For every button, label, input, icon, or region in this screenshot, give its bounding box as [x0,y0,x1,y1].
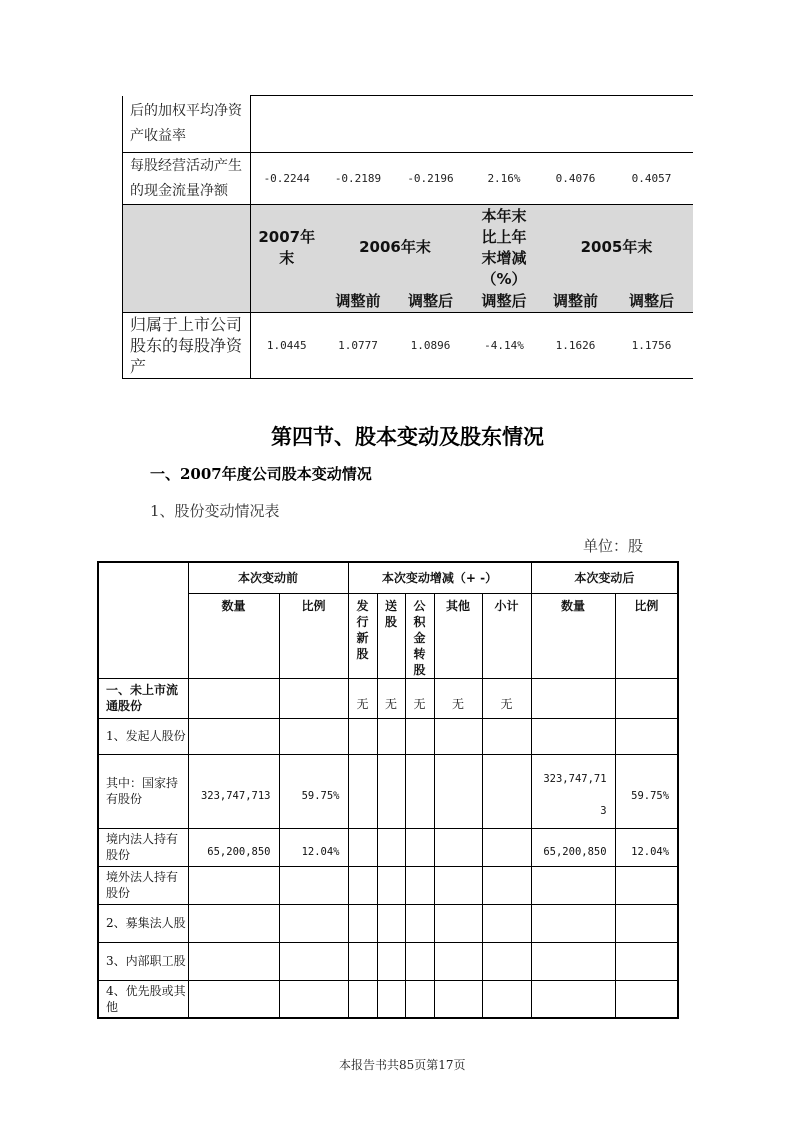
header-new-issue-label: 发行新股 [356,598,369,661]
reserve-cell [405,904,434,942]
row-label-cell [98,718,188,754]
header-2007 [251,205,323,291]
value-cell-2006-after [394,96,468,153]
row-label: 每股经营活动产生的现金流量净额 [130,157,242,199]
after-qty-cell [531,980,615,1018]
value-cell-2006-before: 1.0777 [323,313,394,379]
row-label-cell [98,828,188,866]
after-qty-cell [531,678,615,718]
reserve-cell [405,718,434,754]
other-cell [434,980,482,1018]
row-weighted-roe [123,96,693,153]
share-change-table [97,561,679,1019]
bonus-cell [377,828,405,866]
reserve-cell: 无 [405,678,434,718]
header-change: 本次变动增减（+ -） [348,562,531,593]
header-bonus [377,593,405,678]
row-label: 后的加权平均净资产收益率 [130,102,242,144]
header-reserve-label: 公积金转股 [413,598,426,677]
after-qty-cell [531,866,615,904]
new-issue-cell [348,828,377,866]
before-ratio-cell [279,866,348,904]
value-cell-2006-after: -0.2196 [394,153,468,205]
header-after-ratio: 比例 [615,593,678,678]
value-cell-change [468,96,541,153]
table-row [98,942,678,980]
new-issue-cell [348,980,377,1018]
after-ratio-cell [615,718,678,754]
before-qty-cell: 323,747,713 [188,754,279,828]
header-bonus-label: 送股 [385,598,398,629]
header-change-label: 本年末比上年末增减（%） [481,206,527,288]
subtotal-cell: 无 [482,678,531,718]
after-qty-cell [531,718,615,754]
row-label: 4、优先股或其他 [106,983,186,1014]
header-sub-2006-after: 调整后 [394,291,468,313]
other-cell [434,942,482,980]
bonus-cell [377,980,405,1018]
other-cell [434,828,482,866]
bonus-cell [377,754,405,828]
section-subtitle: 一、2007年度公司股本变动情况 [150,465,372,483]
after-ratio-cell: 12.04% [615,828,678,866]
table-row [98,718,678,754]
before-ratio-cell [279,718,348,754]
bonus-cell [377,942,405,980]
table-row [98,904,678,942]
row-net-assets-per-share [123,313,693,379]
table-caption: 1、股份变动情况表 [150,502,280,520]
other-cell [434,754,482,828]
after-qty-cell: 65,200,850 [531,828,615,866]
header-new-issue [348,593,377,678]
before-qty-cell: 65,200,850 [188,828,279,866]
header-2005: 2005年末 [541,205,693,291]
row-label: 境外法人持有股份 [106,870,179,900]
row-label: 一、未上市流通股份 [106,683,179,713]
value-cell-2005-before: 1.1626 [541,313,611,379]
before-ratio-cell: 59.75% [279,754,348,828]
header-other: 其他 [434,593,482,678]
section-title: 第四节、股本变动及股东情况 [271,424,544,449]
row-operating-cashflow-per-share [123,153,693,205]
row-label-cell [123,96,251,153]
value-cell-2007: -0.2244 [251,153,323,205]
reserve-cell [405,866,434,904]
row-label-cell [98,942,188,980]
value-cell-change: -4.14% [468,313,541,379]
after-ratio-cell [615,678,678,718]
value-cell-2005-after [611,96,693,153]
other-cell [434,866,482,904]
row-label-cell [98,980,188,1018]
row-label-cell [98,866,188,904]
reserve-cell [405,754,434,828]
after-ratio-cell: 59.75% [615,754,678,828]
value-cell-change: 2.16% [468,153,541,205]
header-sub-2005-before: 调整前 [541,291,611,313]
new-issue-cell [348,754,377,828]
subtotal-cell [482,866,531,904]
header-sub-2006-before: 调整前 [323,291,394,313]
after-ratio-cell [615,866,678,904]
subtotal-cell [482,754,531,828]
other-cell: 无 [434,678,482,718]
header-after-qty: 数量 [531,593,615,678]
bonus-cell [377,904,405,942]
before-qty-cell [188,866,279,904]
header-reserve [405,593,434,678]
header-sub-2005-after: 调整后 [611,291,693,313]
before-ratio-cell [279,980,348,1018]
header-2006: 2006年末 [323,205,468,291]
subtotal-cell [482,828,531,866]
row-label-cell [123,153,251,205]
row-label-cell [98,678,188,718]
header-change [468,205,541,291]
subtotal-cell [482,980,531,1018]
page-footer: 本报告书共85页第17页 [339,1058,466,1072]
header-corner-cell [98,562,188,678]
new-issue-cell [348,718,377,754]
value-cell-2006-before: -0.2189 [323,153,394,205]
value-cell-2005-after: 1.1756 [611,313,693,379]
header-before-change: 本次变动前 [188,562,348,593]
table-row [98,828,678,866]
table-row [98,754,678,828]
row-label-cell [98,904,188,942]
header-corner-cell [123,205,251,313]
before-ratio-cell [279,942,348,980]
before-ratio-cell: 12.04% [279,828,348,866]
row-label-cell [98,754,188,828]
bonus-cell [377,866,405,904]
row-label-cell [123,313,251,379]
table-row [98,866,678,904]
before-qty-cell [188,942,279,980]
after-ratio-cell [615,904,678,942]
before-qty-cell [188,718,279,754]
subtotal-cell [482,718,531,754]
row-label: 3、内部职工股 [106,954,186,968]
after-qty-cell [531,754,615,828]
after-ratio-cell [615,980,678,1018]
before-qty-cell [188,904,279,942]
row-label: 境内法人持有股份 [106,832,179,862]
bonus-cell [377,718,405,754]
table-row [98,678,678,718]
unit-label: 单位：股 [583,537,644,555]
reserve-cell [405,828,434,866]
new-issue-cell [348,866,377,904]
value-cell-2005-after: 0.4057 [611,153,693,205]
subtotal-cell [482,942,531,980]
header-row-groups [98,562,678,593]
header-before-qty: 数量 [188,593,279,678]
after-ratio-cell [615,942,678,980]
header-sub-empty [251,291,323,313]
reserve-cell [405,980,434,1018]
new-issue-cell [348,942,377,980]
header-row-years [123,205,693,291]
value-cell-2005-before: 0.4076 [541,153,611,205]
before-qty-cell [188,678,279,718]
value-cell-2006-before [323,96,394,153]
before-ratio-cell [279,904,348,942]
value-cell-2007 [251,96,323,153]
other-cell [434,904,482,942]
after-qty-cell [531,942,615,980]
after-qty-value: 323,747,713 [543,773,607,817]
new-issue-cell: 无 [348,678,377,718]
row-label: 1、发起人股份 [106,729,186,743]
header-sub-change: 调整后 [468,291,541,313]
header-subtotal: 小计 [482,593,531,678]
table-row [98,980,678,1018]
before-qty-cell [188,980,279,1018]
row-label: 其中：国家持有股份 [106,776,179,806]
bonus-cell: 无 [377,678,405,718]
reserve-cell [405,942,434,980]
new-issue-cell [348,904,377,942]
value-cell-2007: 1.0445 [251,313,323,379]
before-ratio-cell [279,678,348,718]
subtotal-cell [482,904,531,942]
header-after-change: 本次变动后 [531,562,678,593]
row-label: 2、募集法人股 [106,916,186,930]
row-label: 归属于上市公司股东的每股净资产 [130,315,243,376]
header-2007-label: 2007年末 [258,227,316,267]
after-qty-cell [531,904,615,942]
value-cell-2006-after: 1.0896 [394,313,468,379]
header-before-ratio: 比例 [279,593,348,678]
financial-indicators-table [122,95,693,379]
other-cell [434,718,482,754]
value-cell-2005-before [541,96,611,153]
